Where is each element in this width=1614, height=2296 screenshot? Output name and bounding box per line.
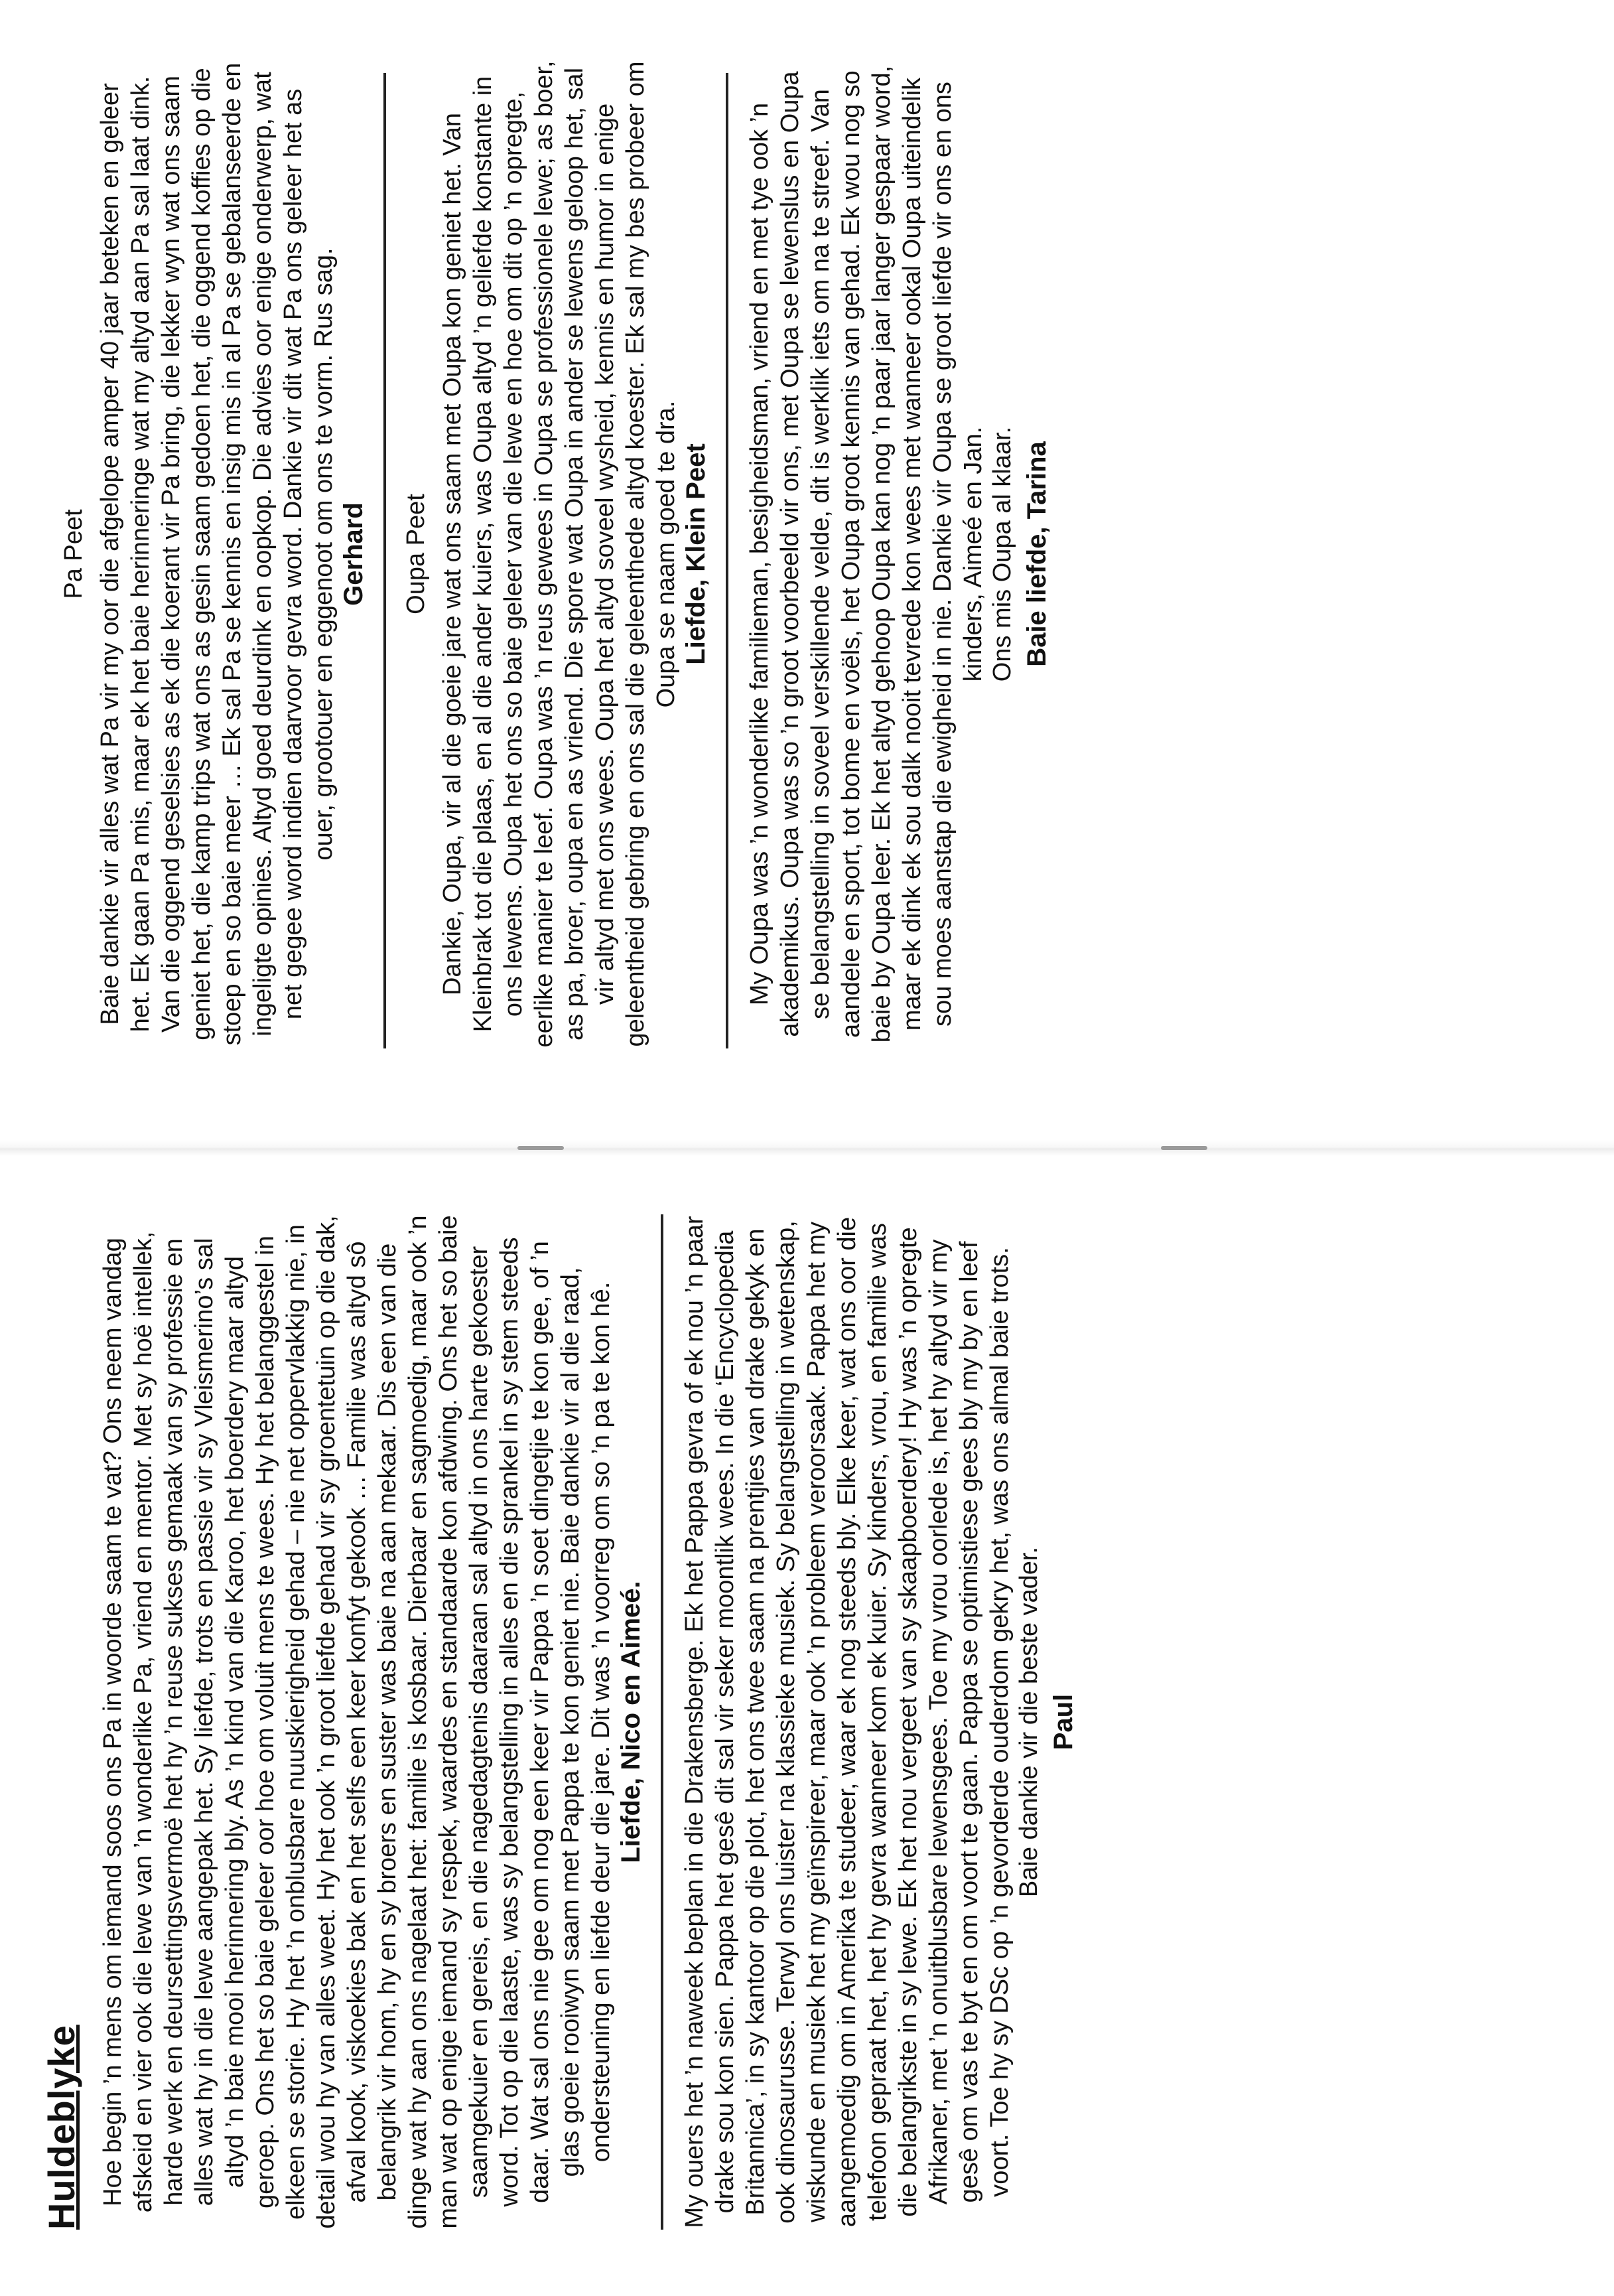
tribute-text: My Oupa was ’n wonderlike familieman, besigheidsman, vriend en met tye ook ’n akademikus. Oupa was so ’n groot voorbeeld vir ons, met Oupa se lewenslus en Oupa se belangstelling in soveel verskillende velde, dit is werklik iets om na te streef. Van aandele en sport, tot bome en voëls, het Oupa groot kennis van gehad. Ek wou nog so baie by Oupa leer. Ek het altyd gehoop Oupa kan nog ’n paar jaar langer gespaar word, maar ek dink ek sou dalk nooit tevrede kon wees met wanneer ookal Oupa uiteindelik sou moes aanstap die ewigheid in nie. Dankie vir Oupa se groot liefde vir ons en ons kinders, Aimeé en Jan. [746,65,987,1043]
tribute-signature: Paul [1049,1693,1078,1751]
left-column [0,1148,1614,2296]
tribute-closing: Baie dankie vir die beste vader. [1015,1546,1043,1898]
section-divider [383,73,386,1048]
section-divider [661,1214,663,2230]
tribute-paul [679,1214,1079,2230]
tribute-text: Baie dankie vir alles wat Pa vir my oor die afgelope amper 40 jaar beteken en geleer het. Ek gaan Pa mis, maar ek het baie herinneringe wat my altyd aan Pa sal laat dink. Van die oggend geselsies as ek die koerant vir Pa bring, die lekker wyn wat ons saam geniet het, die kamp trips wat ons as gesin saam gedoen het, die oggend koffies op die stoep en so baie meer … Ek sal Pa se kennis en insig mis in al Pa se gebalanseerde en ingeligte opinies. Altyd goed deurdink en oopkop. Die advies oor enige onderwerp, wat net gegee word indien daarvoor gevra word. Dankie vir dit wat Pa ons geleer het as ouer, grootouer en eggenoot om ons te vorm. Rus sag. [96,62,338,1046]
tribute-text: My ouers het ’n naweek beplan in die Drakensberge. Ek het Pappa gevra of ek nou ’n paar drake sou kon sien. Pappa het gesê dit sal vir seker moontlik wees. In die ‘Encyclopedia Britannica’, in sy kantoor op die plot, het ons twee saam na prentjies van drake gekyk en ook dinosaurusse. Terwyl ons luister na klassieke musiek. Sy belangstelling in wetenskap, wiskunde en musiek het my geïnspireer, maar ook ’n probleem veroorsaak. Pappa het my aangemoedig om in Amerika te studeer, waar ek nog steeds bly. Elke keer, wat ons oor die telefoon gepraat het, het hy gevra wanneer kom ek kuier. Sy kinders, vrou, en familie was die belangrikste in sy lewe. Ek het nou vergeet van sy skaapboerdery! Hy was ’n opregte Afrikaner, met ’n onuitblusbare lewensgees. Toe my vrou oorlede is, het hy altyd vir my gesê om vas te byt en om voort te gaan. Pappa se optimistiese gees bly my by en leef voort. Toe hy sy DSc op ’n gevorderde ouderdom gekry het, was ons almal baie trots. [681,1216,1014,2228]
tribute-text: Dankie, Oupa, vir al die goeie jare wat ons saam met Oupa kon geniet het. Van Kleinbrak tot die plaas, en al die ander kuiers, was Oupa altyd ’n geliefde konstante in ons lewens. Oupa het ons so baie geleer van die lewe en hoe om dit op ’n opregte, eerlike manier te leef. Oupa was ’n reus gewees in Oupa se professionele lewe; as boer, as pa, broer, oupa en as vriend. Die spore wat Oupa in ander se lewens geloop het, sal vir altyd met ons wees. Oupa het altyd soveel wysheid, kennis en humor in enige geleentheid gebring en ons sal die geleenthede altyd koester. Ek sal my bes probeer om Oupa se naam goed te dra. [438,60,680,1048]
tribute-signature: Baie liefde, Tarina [1022,441,1051,667]
tribute-heading: Pa Peet [60,509,88,599]
tribute-text: Hoe begin ’n mens om iemand soos ons Pa in woorde saam te vat? Ons neem vandag afskeid en vier ook die lewe van ’n wonderlike Pa, vriend en mentor. Met sy hoë intellek, harde werk en deursettingsvermoë het hy ’n reuse sukses gemaak van sy professie en alles wat hy in die lewe aangepak het. Sy liefde, trots en passie vir sy Vleismerino’s sal altyd ’n baie mooi herinnering bly. As ’n kind van die Karoo, het boerdery maar altyd geroep. Ons het so baie geleer oor hoe om voluit mens te wees. Hy het belanggestel in elkeen se storie. Hy het ’n onblusbare nuuskierigheid gehad – nie net oppervlakkig nie, in detail wou hy van alles weet. Hy het ook ’n groot liefde gehad vir sy groentetuin op die dak, afval kook, viskoekies bak en het selfs een keer konfyt gekook … Familie was altyd sô belangrik vir hom, hy en sy broers en suster was baie na aan mekaar. Dis een van die dinge wat hy aan ons nagelaat het: familie is kosbaar. Dierbaar en sagmoedig, maar ook ’n man wat op enige iemand sy respek, waardes en standaarde kon afdwing. Ons het so baie saamgekuier en gereis, en die nagedagtenis daaraan sal altyd in ons harte gekoester word. Tot op die laaste, was sy belangstelling in alles en die sprankel in sy stem steeds daar. Wat sal ons nie gee om nog een keer vir Pappa ’n soet dingetjie te kon gee, of ’n glas goeie rooiwyn saam met Pappa te kon geniet nie. Baie dankie vir al die raad, ondersteuning en liefde deur die jare. Dit was ’n voorreg om so ’n pa te kon hê. [99,1215,615,2229]
tribute-gerhard [60,60,369,1048]
tribute-signature: Liefde, Nico en Aimeé. [616,1581,645,1863]
tribute-nico-aimee [98,1214,646,2230]
section-divider [726,73,728,1048]
tribute-tarina [744,60,1052,1048]
tribute-klein-peet [402,60,711,1048]
tribute-signature: Liefde, Klein Peet [681,443,710,665]
tribute-signature: Gerhard [339,502,368,606]
tribute-heading: Oupa Peet [402,494,430,614]
tribute-closing: Ons mis Oupa al klaar. [988,426,1016,682]
page-title: Huldeblyke [40,2025,82,2230]
